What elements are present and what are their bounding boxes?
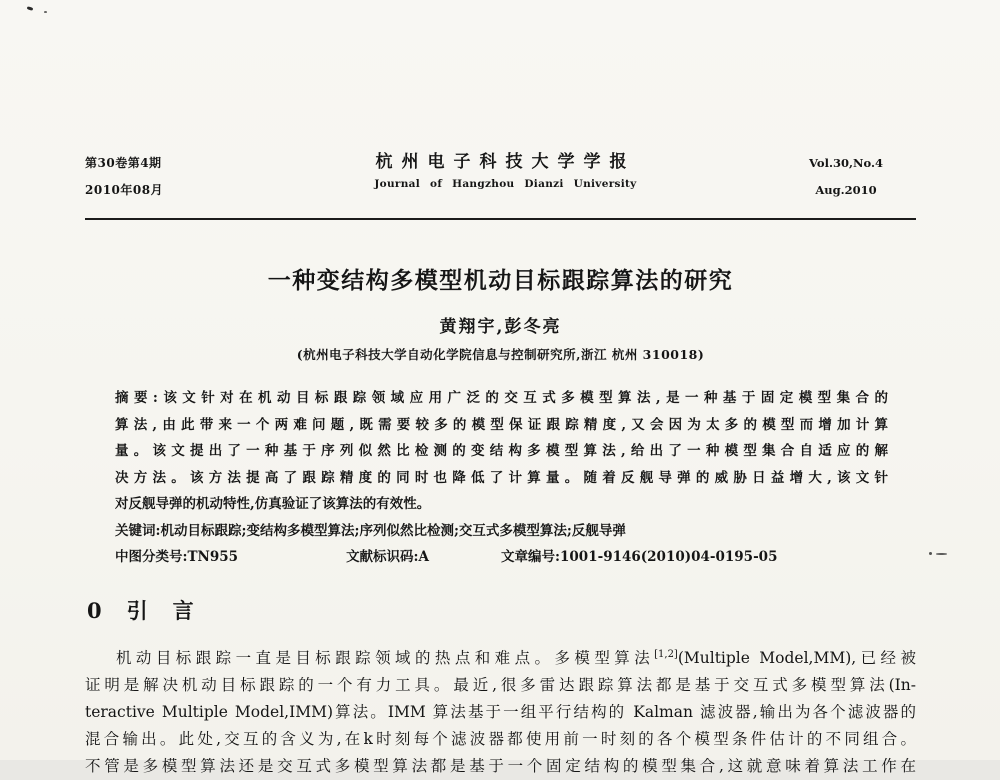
journal-subtitle: Journal of Hangzhou Dianzi University <box>374 178 637 190</box>
scan-artifact <box>44 11 47 13</box>
scan-artifact <box>27 6 34 11</box>
volume-block <box>776 150 916 204</box>
abstract-line: 对反舰导弹的机动特性,仿真验证了该算法的有效性。 <box>115 496 431 512</box>
article-title: 一种变结构多模型机动目标跟踪算法的研究 <box>267 267 734 294</box>
article-number: 文章编号:1001-9146(2010)04-0195-05 <box>501 549 778 565</box>
issue-date: 2010年08月 <box>85 183 164 197</box>
header-rule <box>85 218 916 220</box>
section-heading: 0 引 言 <box>87 597 196 623</box>
scan-artifact <box>936 553 947 555</box>
abstract-block <box>115 385 888 571</box>
document-code: 文献标识码:A <box>346 549 430 565</box>
abstract-line: 决方法。该方法提高了跟踪精度的同时也降低了计算量。随着反舰导弹的威胁日益增大,该文针 <box>115 469 888 486</box>
clc-number: 中图分类号:TN955 <box>115 549 239 565</box>
body-line <box>85 645 916 672</box>
issue-volume: 第30卷第4期 <box>85 156 162 170</box>
abstract-line: 摘要:该文针对在机动目标跟踪领域应用广泛的交互式多模型算法,是一种基于固定模型集合的 <box>115 390 888 406</box>
citation-superscript: [1,2] <box>654 648 678 660</box>
journal-header <box>85 150 916 204</box>
authors: 黄翔宇,彭冬亮 <box>439 317 562 337</box>
abstract-line: 算法,由此带来一个两难问题,既需要较多的模型保证跟踪精度,又会因为太多的模型而增加计算 <box>115 416 888 433</box>
body-line: 不管是多模型算法还是交互式多模型算法都是基于一个固定结构的模型集合,这就意味着算法工作在 <box>85 756 916 775</box>
issue-month: Aug.2010 <box>815 183 877 197</box>
scan-artifact <box>929 552 932 555</box>
abstract-line: 量。该文提出了一种基于序列似然比检测的变结构多模型算法,给出了一种模型集合自适应的解 <box>115 443 888 459</box>
page-content <box>85 0 916 780</box>
body-line-text: 机动目标跟踪一直是目标跟踪领域的热点和难点。多模型算法 <box>116 648 655 667</box>
body-line: 混合输出。此处,交互的含义为,在k时刻每个滤波器都使用前一时刻的各个模型条件估计的不同组合。 <box>85 729 916 748</box>
body-paragraph <box>85 645 916 780</box>
affiliation: (杭州电子科技大学自动化学院信息与控制研究所,浙江 杭州 310018) <box>296 347 705 362</box>
body-line: teractive Multiple Model,IMM)算法。IMM 算法基于一组平行结构的 Kalman 滤波器,输出为各个滤波器的 <box>85 702 916 721</box>
volume-number: Vol.30,No.4 <box>809 156 883 170</box>
journal-name-block <box>235 150 776 190</box>
keywords-line: 关键词:机动目标跟踪;变结构多模型算法;序列似然比检测;交互式多模型算法;反舰导弹 <box>115 522 626 539</box>
issue-block <box>85 150 235 204</box>
body-line-text: (Multiple Model,MM),已经被 <box>677 648 916 667</box>
journal-title: 杭州电子科技大学学报 <box>375 152 636 172</box>
classification-line <box>115 544 888 571</box>
body-line: 证明是解决机动目标跟踪的一个有力工具。最近,很多雷达跟踪算法都是基于交互式多模型算法(In- <box>85 675 916 694</box>
